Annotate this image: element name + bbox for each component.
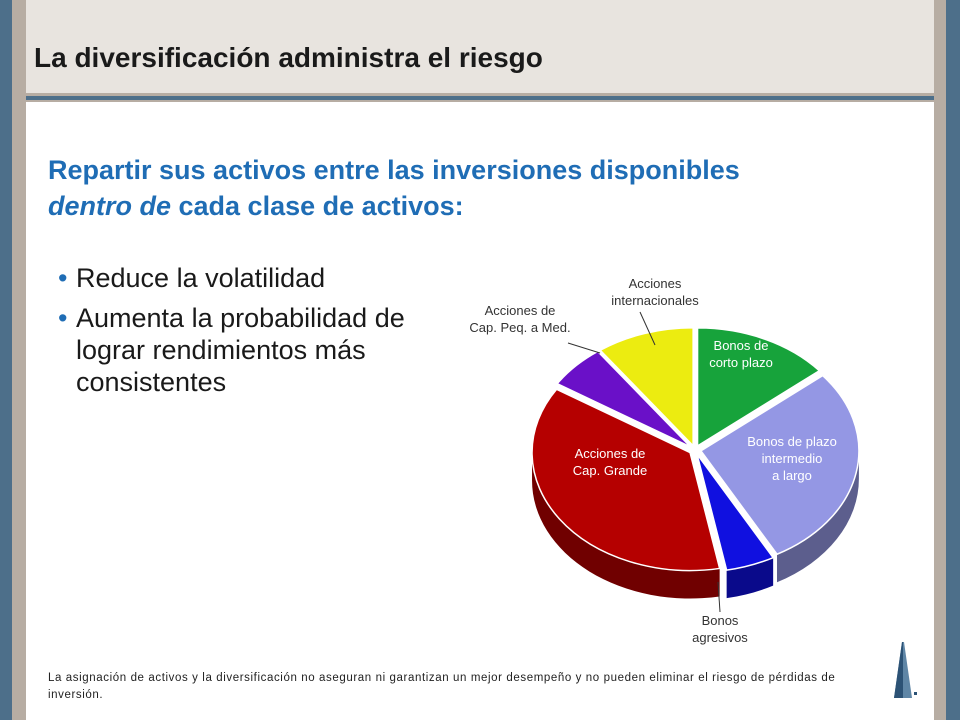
- subtitle-emphasis: dentro de: [48, 191, 172, 221]
- slide-title: La diversificación administra el riesgo: [34, 42, 543, 73]
- pie-slice-label: Acciones internacionales: [611, 276, 699, 308]
- bullet-item: • Aumenta la probabilidad de lograr rendimientos más consistentes: [58, 302, 426, 398]
- pie-slice-label: Bonos de corto plazo: [709, 338, 773, 370]
- pie-slice-label: Bonos agresivos: [692, 613, 748, 645]
- pie-slice-label: Acciones de Cap. Peq. a Med.: [469, 303, 571, 335]
- pie-leader-line: [568, 343, 600, 353]
- bullet-item: • Reduce la volatilidad: [58, 262, 438, 294]
- pie-slice-label: Bonos de plazo intermedio a largo: [747, 434, 837, 483]
- footnote: La asignación de activos y la diversificación no aseguran ni garantizan un mejor desempeño y no pueden eliminar el riesgo de pérdidas de inversión.: [48, 672, 836, 701]
- subtitle-part-1: Repartir sus activos entre las inversiones disponibles: [48, 155, 740, 185]
- company-logo-icon: [888, 640, 918, 700]
- pie-slice-label: Acciones de Cap. Grande: [572, 446, 648, 478]
- subtitle-part-3: cada clase de activos:: [171, 191, 464, 221]
